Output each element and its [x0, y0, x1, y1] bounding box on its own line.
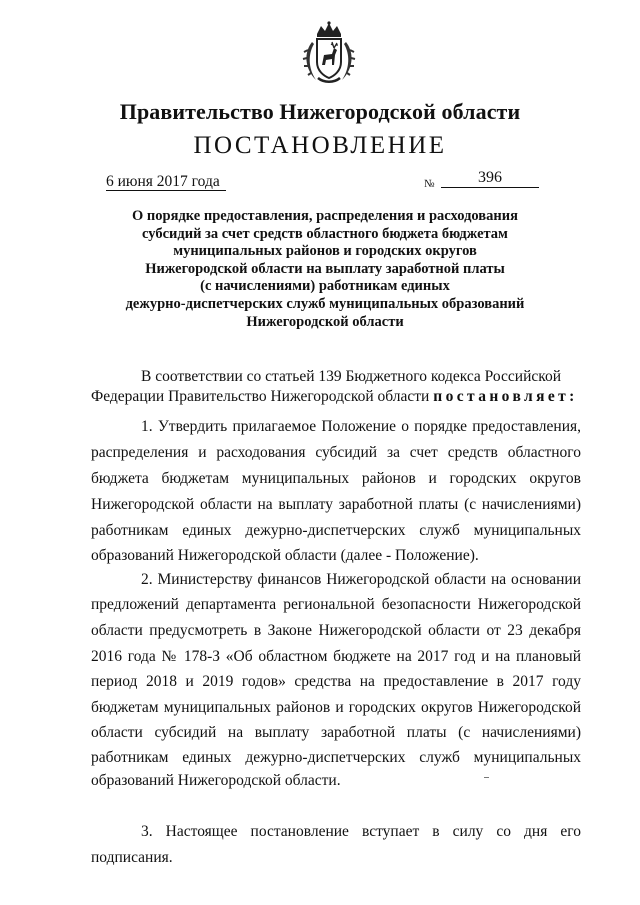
paragraph-2-line: образований Нижегородской области.: [91, 772, 341, 789]
coat-of-arms-icon: [298, 20, 360, 86]
paragraph-1-line: 1. Утвердить прилагаемое Положение о порядке предоставления,: [141, 418, 581, 435]
subject-line: субсидий за счет средств областного бюджета бюджетам: [142, 225, 508, 242]
paragraph-1-line: распределения и расходования субсидий за счет средств областного: [91, 444, 581, 461]
subject-line: муниципальных районов и городских округов: [173, 243, 477, 260]
paragraph-1-line: образований Нижегородской области (далее - Положение).: [91, 547, 479, 564]
number-label: №: [424, 178, 435, 190]
paragraph-2-line: период 2018 и 2019 годов» средства на предоставление в 2017 году: [91, 673, 581, 690]
preamble-line: В соответствии со статьей 139 Бюджетного кодекса Российской: [141, 368, 562, 385]
paragraph-2-line: бюджетам муниципальных районов и городских округов Нижегородской: [91, 699, 581, 716]
paragraph-2-line: работникам единых дежурно-диспетчерских служб муниципальных: [91, 749, 581, 766]
paragraph-3-line: подписания.: [91, 849, 173, 866]
document-date: 6 июня 2017 года: [106, 173, 226, 191]
scan-mark: [484, 777, 489, 778]
resolves-word: постановляет:: [433, 388, 578, 405]
paragraph-1-line: работникам единых дежурно-диспетчерских служб муниципальных: [91, 522, 581, 539]
paragraph-2-line: области предусмотреть в Законе Нижегородской области от 23 декабря: [91, 622, 581, 639]
government-title: Правительство Нижегородской области: [119, 99, 521, 124]
document-type: ПОСТАНОВЛЕНИЕ: [193, 132, 447, 159]
paragraph-3-line: 3. Настоящее постановление вступает в силу со дня его: [141, 823, 581, 840]
subject-line: дежурно-диспетчерских служб муниципальных образований: [125, 295, 525, 312]
paragraph-2-line: 2016 года № 178-З «Об областном бюджете на 2017 год и на плановый: [91, 648, 581, 665]
preamble-text: Федерации Правительство Нижегородской области: [91, 388, 434, 405]
paragraph-2-line: области субсидий на выплату заработной платы (с начислениями): [91, 724, 581, 741]
subject-line: О порядке предоставления, распределения и расходования: [132, 208, 518, 224]
document-number: 396: [441, 169, 539, 188]
paragraph-1-line: бюджета бюджетам муниципальных районов и городских округов: [91, 470, 581, 487]
subject-line: Нижегородской области: [246, 313, 404, 330]
paragraph-1-line: Нижегородской области на выплату заработной платы (с начислениями): [91, 496, 581, 513]
paragraph-2-line: предложений департамента региональной безопасности Нижегородской: [91, 596, 581, 613]
document-subject: [60, 208, 590, 331]
subject-line: Нижегородской области на выплату заработной платы: [145, 260, 505, 277]
preamble-line: [91, 387, 581, 407]
subject-line: (с начислениями) работникам единых: [200, 278, 450, 295]
paragraph-2-line: 2. Министерству финансов Нижегородской области на основании: [141, 571, 581, 588]
